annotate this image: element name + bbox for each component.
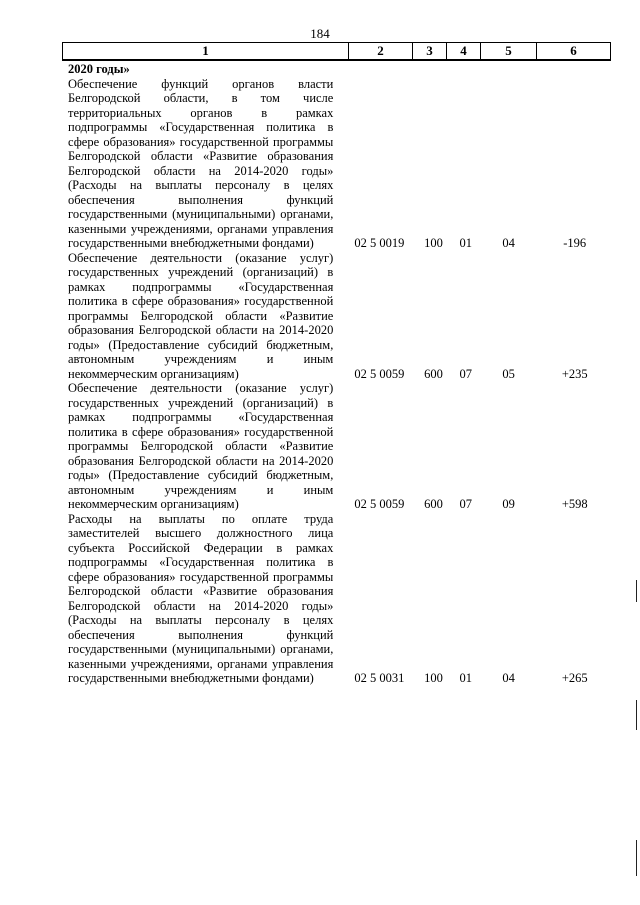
row-sum: +598 bbox=[561, 497, 588, 511]
table-row bbox=[68, 251, 604, 382]
row-target-code: 02 5 0059 bbox=[354, 366, 405, 381]
column-header-table bbox=[62, 42, 611, 61]
table-row bbox=[68, 77, 604, 251]
row-subsection: 04 bbox=[502, 236, 515, 250]
table-row bbox=[68, 512, 604, 686]
row-sum: +235 bbox=[561, 366, 588, 381]
scan-edge-mark bbox=[636, 580, 637, 602]
row-target-code: 02 5 0019 bbox=[354, 236, 405, 250]
column-header-5: 5 bbox=[481, 43, 537, 61]
row-description: Расходы на выплаты по оплате труда заместителей высшего должностного лица субъекта Российской Федерации в рамках подпрограммы «Государственная политика в сфере образования» государственной программы Белгородской области «Развитие образования Белгородской области на 2014-2020 годы» (Расходы на выплаты персоналу в целях обеспечения выполнения функций государственными (муниципальными) органами, казенными учреждениями, органами управления государственными внебюджетными фондами) bbox=[68, 511, 334, 685]
row-subsection: 05 bbox=[502, 366, 515, 381]
column-header-4: 4 bbox=[447, 43, 481, 61]
row-sum: -196 bbox=[563, 236, 587, 250]
row-section: 07 bbox=[459, 366, 472, 381]
row-target-code: 02 5 0031 bbox=[354, 671, 405, 685]
table-body bbox=[68, 62, 604, 686]
column-header-6: 6 bbox=[537, 43, 611, 61]
row-description: Обеспечение деятельности (оказание услуг) государственных учреждений (организаций) в рамках подпрограммы «Государственная политика в сфере образования» государственной программы Белгородской области «Развитие образования Белгородской области на 2014-2020 годы» (Предоставление субсидий бюджетным, автономным учреждениям и иным некоммерческим организациям) bbox=[68, 381, 334, 511]
row-section: 07 bbox=[459, 497, 472, 511]
scan-edge-mark bbox=[636, 840, 637, 876]
continuation-text: 2020 годы» bbox=[68, 62, 130, 76]
row-description: Обеспечение функций органов власти Белгородской области, в том числе территориальных органов в рамках подпрограммы «Государственная политика в сфере образования» государственной программы Белгородской области «Развитие образования Белгородской области на 2014-2020 годы» (Расходы на выплаты персоналу в целях обеспечения выполнения функций государственными (муниципальными) органами, казенными учреждениями, органами управления государственными внебюджетными фондами) bbox=[68, 76, 334, 250]
row-subsection: 04 bbox=[502, 671, 515, 685]
row-description: Обеспечение деятельности (оказание услуг) государственных учреждений (организаций) в рамках подпрограммы «Государственная политика в сфере образования» государственной программы Белгородской области «Развитие образования Белгородской области на 2014-2020 годы» (Предоставление субсидий бюджетным, автономным учреждениям и иным некоммерческим организациям) bbox=[68, 250, 334, 381]
column-header-3: 3 bbox=[413, 43, 447, 61]
column-header-1: 1 bbox=[63, 43, 349, 61]
row-section: 01 bbox=[459, 671, 472, 685]
row-expense-type: 600 bbox=[424, 366, 443, 381]
column-header-row bbox=[63, 43, 611, 61]
page-number: 184 bbox=[310, 26, 330, 41]
row-subsection: 09 bbox=[502, 497, 515, 511]
table-row bbox=[68, 381, 604, 512]
row-expense-type: 100 bbox=[424, 671, 443, 685]
row-expense-type: 600 bbox=[424, 497, 443, 511]
scan-edge-mark bbox=[636, 700, 637, 730]
row-expense-type: 100 bbox=[424, 236, 443, 250]
row-section: 01 bbox=[459, 236, 472, 250]
row-sum: +265 bbox=[561, 671, 588, 685]
row-target-code: 02 5 0059 bbox=[354, 497, 405, 511]
column-header-2: 2 bbox=[349, 43, 413, 61]
